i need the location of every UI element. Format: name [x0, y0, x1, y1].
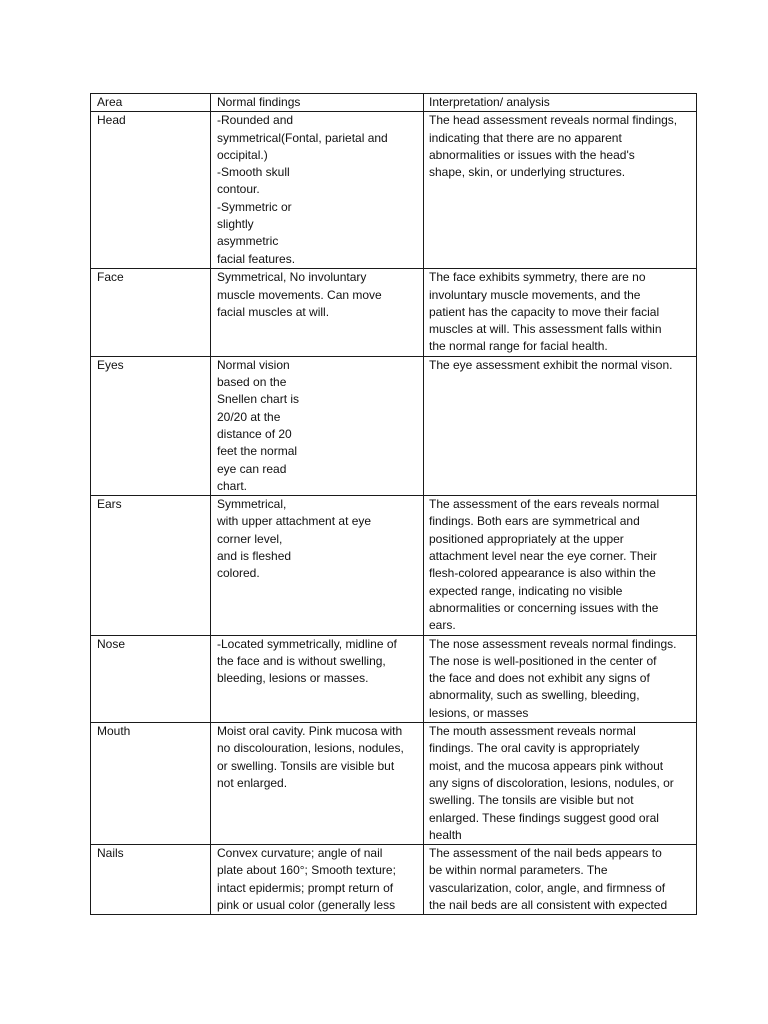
table-row-mouth	[91, 723, 697, 845]
table-row-face	[91, 269, 697, 356]
cell-area: Nails	[91, 845, 211, 915]
cell-area: Head	[91, 112, 211, 269]
cell-normal-findings: Symmetrical, No involuntary muscle movements. Can move facial muscles at will.	[211, 269, 424, 356]
cell-interpretation: The face exhibits symmetry, there are no involuntary muscle movements, and the patient has the capacity to move their facial muscles at will. This assessment falls within the normal range for facial health.	[424, 269, 697, 356]
table-header-row	[91, 94, 697, 112]
cell-interpretation: The mouth assessment reveals normal findings. The oral cavity is appropriately moist, and the mucosa appears pink without any signs of discoloration, lesions, nodules, or swelling. The tonsils are visible but not enlarged. These findings suggest good oral health	[424, 723, 697, 845]
cell-normal-findings: -Located symmetrically, midline of the face and is without swelling, bleeding, lesions or masses.	[211, 635, 424, 722]
cell-area: Eyes	[91, 356, 211, 495]
cell-normal-findings: Convex curvature; angle of nail plate about 160°; Smooth texture; intact epidermis; prompt return of pink or usual color (generally less	[211, 845, 424, 915]
cell-normal-findings: Symmetrical, with upper attachment at eye corner level, and is fleshed colored.	[211, 496, 424, 635]
cell-interpretation: The assessment of the ears reveals normal findings. Both ears are symmetrical and positioned appropriately at the upper attachment level near the eye corner. Their flesh-colored appearance is also within the expected range, indicating no visible abnormalities or concerning issues with the ears.	[424, 496, 697, 635]
cell-interpretation: The eye assessment exhibit the normal vison.	[424, 356, 697, 495]
assessment-table	[90, 93, 697, 915]
table-row-head	[91, 112, 697, 269]
cell-normal-findings: Moist oral cavity. Pink mucosa with no discolouration, lesions, nodules, or swelling. Tonsils are visible but not enlarged.	[211, 723, 424, 845]
cell-area: Ears	[91, 496, 211, 635]
cell-interpretation: The assessment of the nail beds appears to be within normal parameters. The vascularization, color, angle, and firmness of the nail beds are all consistent with expected	[424, 845, 697, 915]
cell-area: Nose	[91, 635, 211, 722]
cell-normal-findings: -Rounded and symmetrical(Fontal, parietal and occipital.) -Smooth skull contour. -Symmetric or slightly asymmetric facial features.	[211, 112, 424, 269]
table-row-ears	[91, 496, 697, 635]
cell-area: Mouth	[91, 723, 211, 845]
table-row-nails	[91, 845, 697, 915]
table-row-nose	[91, 635, 697, 722]
header-normal-findings: Normal findings	[211, 94, 424, 112]
cell-interpretation: The nose assessment reveals normal findings. The nose is well-positioned in the center of the face and does not exhibit any signs of abnormality, such as swelling, bleeding, lesions, or masses	[424, 635, 697, 722]
cell-normal-findings: Normal vision based on the Snellen chart is 20/20 at the distance of 20 feet the normal eye can read chart.	[211, 356, 424, 495]
cell-area: Face	[91, 269, 211, 356]
header-interpretation: Interpretation/ analysis	[424, 94, 697, 112]
table-row-eyes	[91, 356, 697, 495]
cell-interpretation: The head assessment reveals normal findings, indicating that there are no apparent abnormalities or issues with the head's shape, skin, or underlying structures.	[424, 112, 697, 269]
header-area: Area	[91, 94, 211, 112]
